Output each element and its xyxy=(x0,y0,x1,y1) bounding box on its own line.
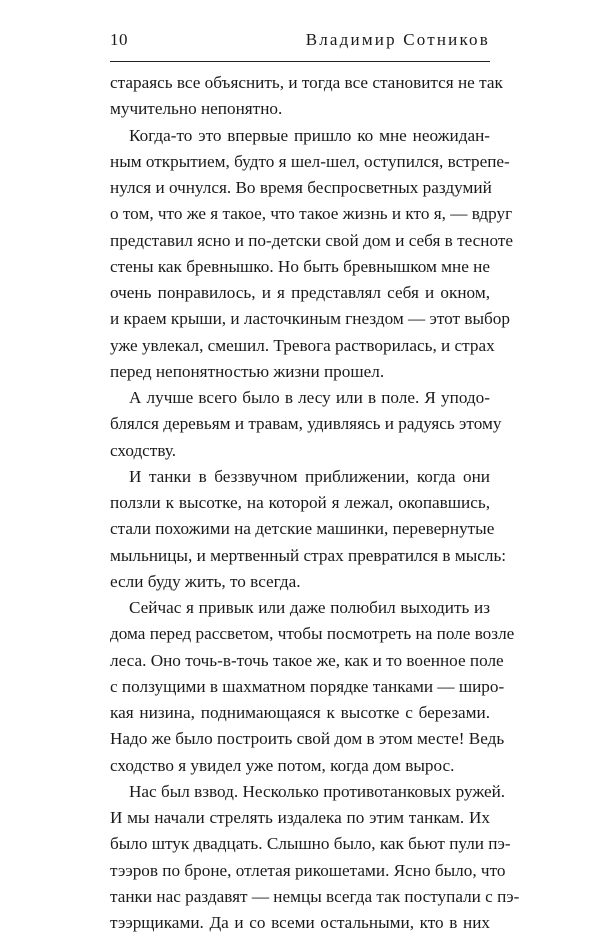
text-line: очень понравилось, и я представлял себя и окном, xyxy=(110,283,490,302)
text-line: ползли к высотке, на которой я лежал, окопавшись, xyxy=(110,493,490,512)
text-line: Надо же было построить свой дом в этом месте! Ведь xyxy=(110,729,505,749)
body-text xyxy=(110,70,520,936)
running-header xyxy=(110,30,490,50)
text-line: было штук двадцать. Слышно было, как бьют пули пэ- xyxy=(110,834,511,854)
header-rule xyxy=(110,61,490,62)
text-line: нулся и очнулся. Во время беспросветных раздумий xyxy=(110,178,492,197)
text-line: ным открытием, будто я шел-шел, оступился, встрепе- xyxy=(110,151,510,171)
text-line: А лучше всего было в лесу или в поле. Я уподо- xyxy=(129,388,490,407)
text-line: кая низина, поднимающаяся к высотке с березами. xyxy=(110,703,490,722)
text-line: дома перед рассветом, чтобы посмотреть на поле возле xyxy=(110,624,515,644)
page-number: 10 xyxy=(110,30,128,49)
text-line: уже увлекал, смешил. Тревога растворилась, и страх xyxy=(110,335,495,355)
text-line: стены как бревнышко. Но быть бревнышком мне не xyxy=(110,256,490,276)
text-line: мучительно непонятно. xyxy=(110,99,283,119)
text-line: стараясь все объяснить, и тогда все становится не так xyxy=(110,73,503,92)
text-line: сходству. xyxy=(110,440,177,460)
running-title: Владимир Сотников xyxy=(305,30,490,49)
text-line: И мы начали стрелять издалека по этим танкам. Их xyxy=(110,808,490,827)
paragraph xyxy=(110,464,507,595)
text-line: Когда-то это впервые пришло ко мне неожидан- xyxy=(129,125,490,145)
text-line: с ползущими в шахматном порядке танками — широ- xyxy=(110,676,505,696)
text-line: тээров по броне, отлетая рикошетами. Ясно было, что xyxy=(110,860,506,880)
paragraph xyxy=(110,123,513,386)
text-line: Нас был взвод. Несколько противотанковых ружей. xyxy=(129,781,506,801)
paragraph xyxy=(110,70,503,123)
text-line: стали похожими на детские машинки, перевернутые xyxy=(110,519,495,539)
text-line: Сейчас я привык или даже полюбил выходить из xyxy=(129,598,490,617)
text-line: и краем крыши, и ласточкиным гнездом — этот выбор xyxy=(110,309,510,329)
text-line: перед непонятностью жизни прошел. xyxy=(110,361,385,381)
text-line: представил ясно и по-детски свой дом и себя в тесноте xyxy=(110,230,513,250)
text-line: сходство я увидел уже потом, когда дом вырос. xyxy=(110,755,455,775)
paragraph xyxy=(110,779,520,936)
text-line: мыльницы, и мертвенный страх превратился в мысль: xyxy=(110,545,507,565)
paragraph xyxy=(110,385,502,464)
paragraph xyxy=(110,595,515,779)
text-line: если буду жить, то всегда. xyxy=(110,571,301,591)
text-line: леса. Оно точь-в-точь такое же, как и то военное поле xyxy=(110,650,504,670)
text-line: танки нас раздавят — немцы всегда так поступали с пэ- xyxy=(110,886,520,906)
text-line: блялся деревьям и травам, удивляясь и радуясь этому xyxy=(110,414,502,434)
text-line: о том, что же я такое, что такое жизнь и кто я, — вдруг xyxy=(110,204,513,224)
text-line: И танки в беззвучном приближении, когда они xyxy=(129,466,490,486)
text-line: тээрщиками. Да и со всеми остальными, кто в них xyxy=(110,913,490,932)
